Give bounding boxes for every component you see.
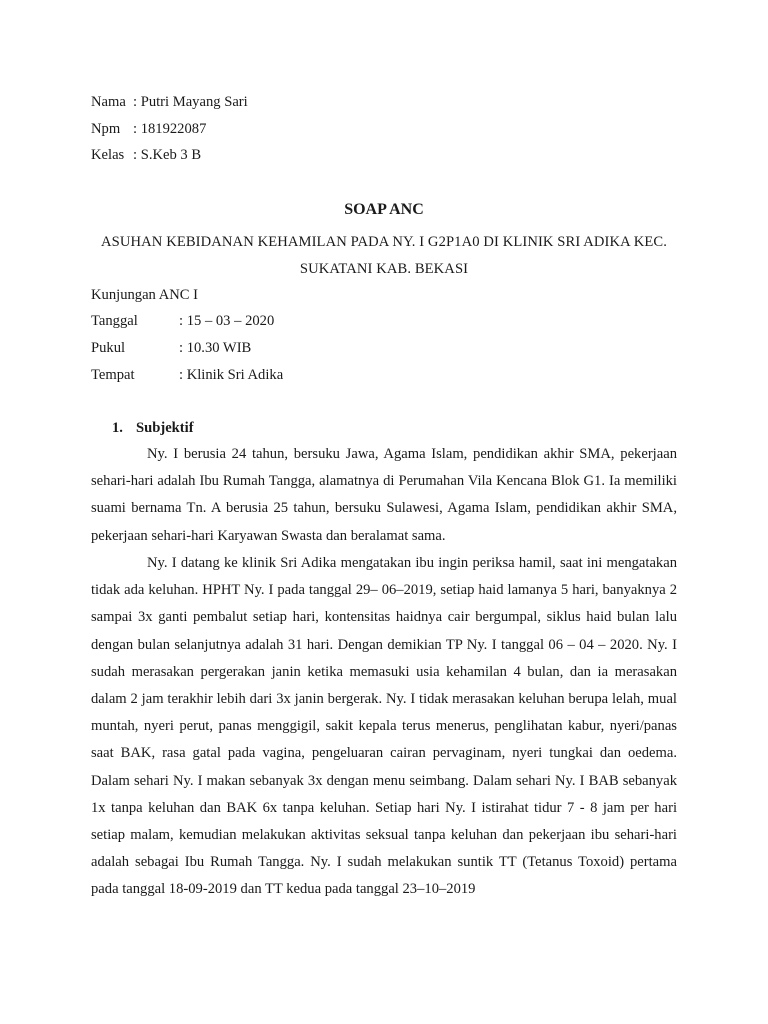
tanggal-value: : 15 – 03 – 2020 [179,313,275,329]
pukul-value: : 10.30 WIB [179,340,252,356]
section-number: 1. [112,420,123,436]
section-subjektif-heading [112,418,194,438]
kelas-value: : S.Keb 3 B [133,147,202,163]
subjektif-paragraph-1: Ny. I berusia 24 tahun, bersuku Jawa, Agama Islam, pendidikan akhir SMA, pekerjaan sehari-hari adalah Ibu Rumah Tangga, alamatnya di Perumahan Vila Kencana Blok G1. Ia memiliki suami bernama Tn. A berusia 25 tahun, bersuku Sulawesi, Agama Islam, pendidikan akhir SMA, pekerjaan sehari-hari Karyawan Swasta dan beralamat sama. [91,446,677,544]
pukul-label: Pukul [91,340,126,356]
tempat-label: Tempat [91,367,135,383]
document-subtitle-line2: SUKATANI KAB. BEKASI [299,261,469,277]
tempat-value: : Klinik Sri Adika [179,367,284,383]
document-subtitle-line1: ASUHAN KEBIDANAN KEHAMILAN PADA NY. I G2P1A0 DI KLINIK SRI ADIKA KEC. [101,234,667,250]
kunjungan-label: Kunjungan ANC I [91,287,199,303]
nama-value: : Putri Mayang Sari [133,94,248,110]
npm-value: : 181922087 [133,121,207,137]
nama-label: Nama [91,94,126,110]
document-title: SOAP ANC [344,201,424,218]
section-title: Subjektif [136,420,194,436]
tanggal-label: Tanggal [91,313,138,329]
kelas-label: Kelas [91,147,125,163]
npm-label: Npm [91,121,121,137]
subjektif-paragraph-2: Ny. I datang ke klinik Sri Adika mengatakan ibu ingin periksa hamil, saat ini mengatakan tidak ada keluhan. HPHT Ny. I pada tanggal 29– 06–2019, setiap haid lamanya 5 hari, banyaknya 2 sampai 3x ganti pembalut setiap hari, kontensitas haidnya cair bergumpal, siklus haid bulan lalu dengan bulan selanjutnya adalah 31 hari. Dengan demikian TP Ny. I tanggal 06 – 04 – 2020. Ny. I sudah merasakan pergerakan janin ketika memasuki usia kehamilan 4 bulan, dan ia merasakan dalam 2 jam terakhir lebih dari 3x janin bergerak. Ny. I tidak merasakan keluhan berupa lelah, mual muntah, nyeri perut, panas menggigil, sakit kepala terus menerus, penglihatan kabur, nyeri/panas saat BAK, rasa gatal pada vagina, pengeluaran cairan pervaginam, nyeri tungkai dan oedema. Dalam sehari Ny. I makan sebanyak 3x dengan menu seimbang. Dalam sehari Ny. I BAB sebanyak 1x tanpa keluhan dan BAK 6x tanpa keluhan. Setiap hari Ny. I istirahat tidur 7 - 8 jam per hari setiap malam, kemudian melakukan aktivitas seksual tanpa keluhan dan pekerjaan ibu sehari-hari adalah sebagai Ibu Rumah Tangga. Ny. I sudah melakukan suntik TT (Tetanus Toxoid) pertama pada tanggal 18-09-2019 dan TT kedua pada tanggal 23–10–2019 [91,555,677,898]
